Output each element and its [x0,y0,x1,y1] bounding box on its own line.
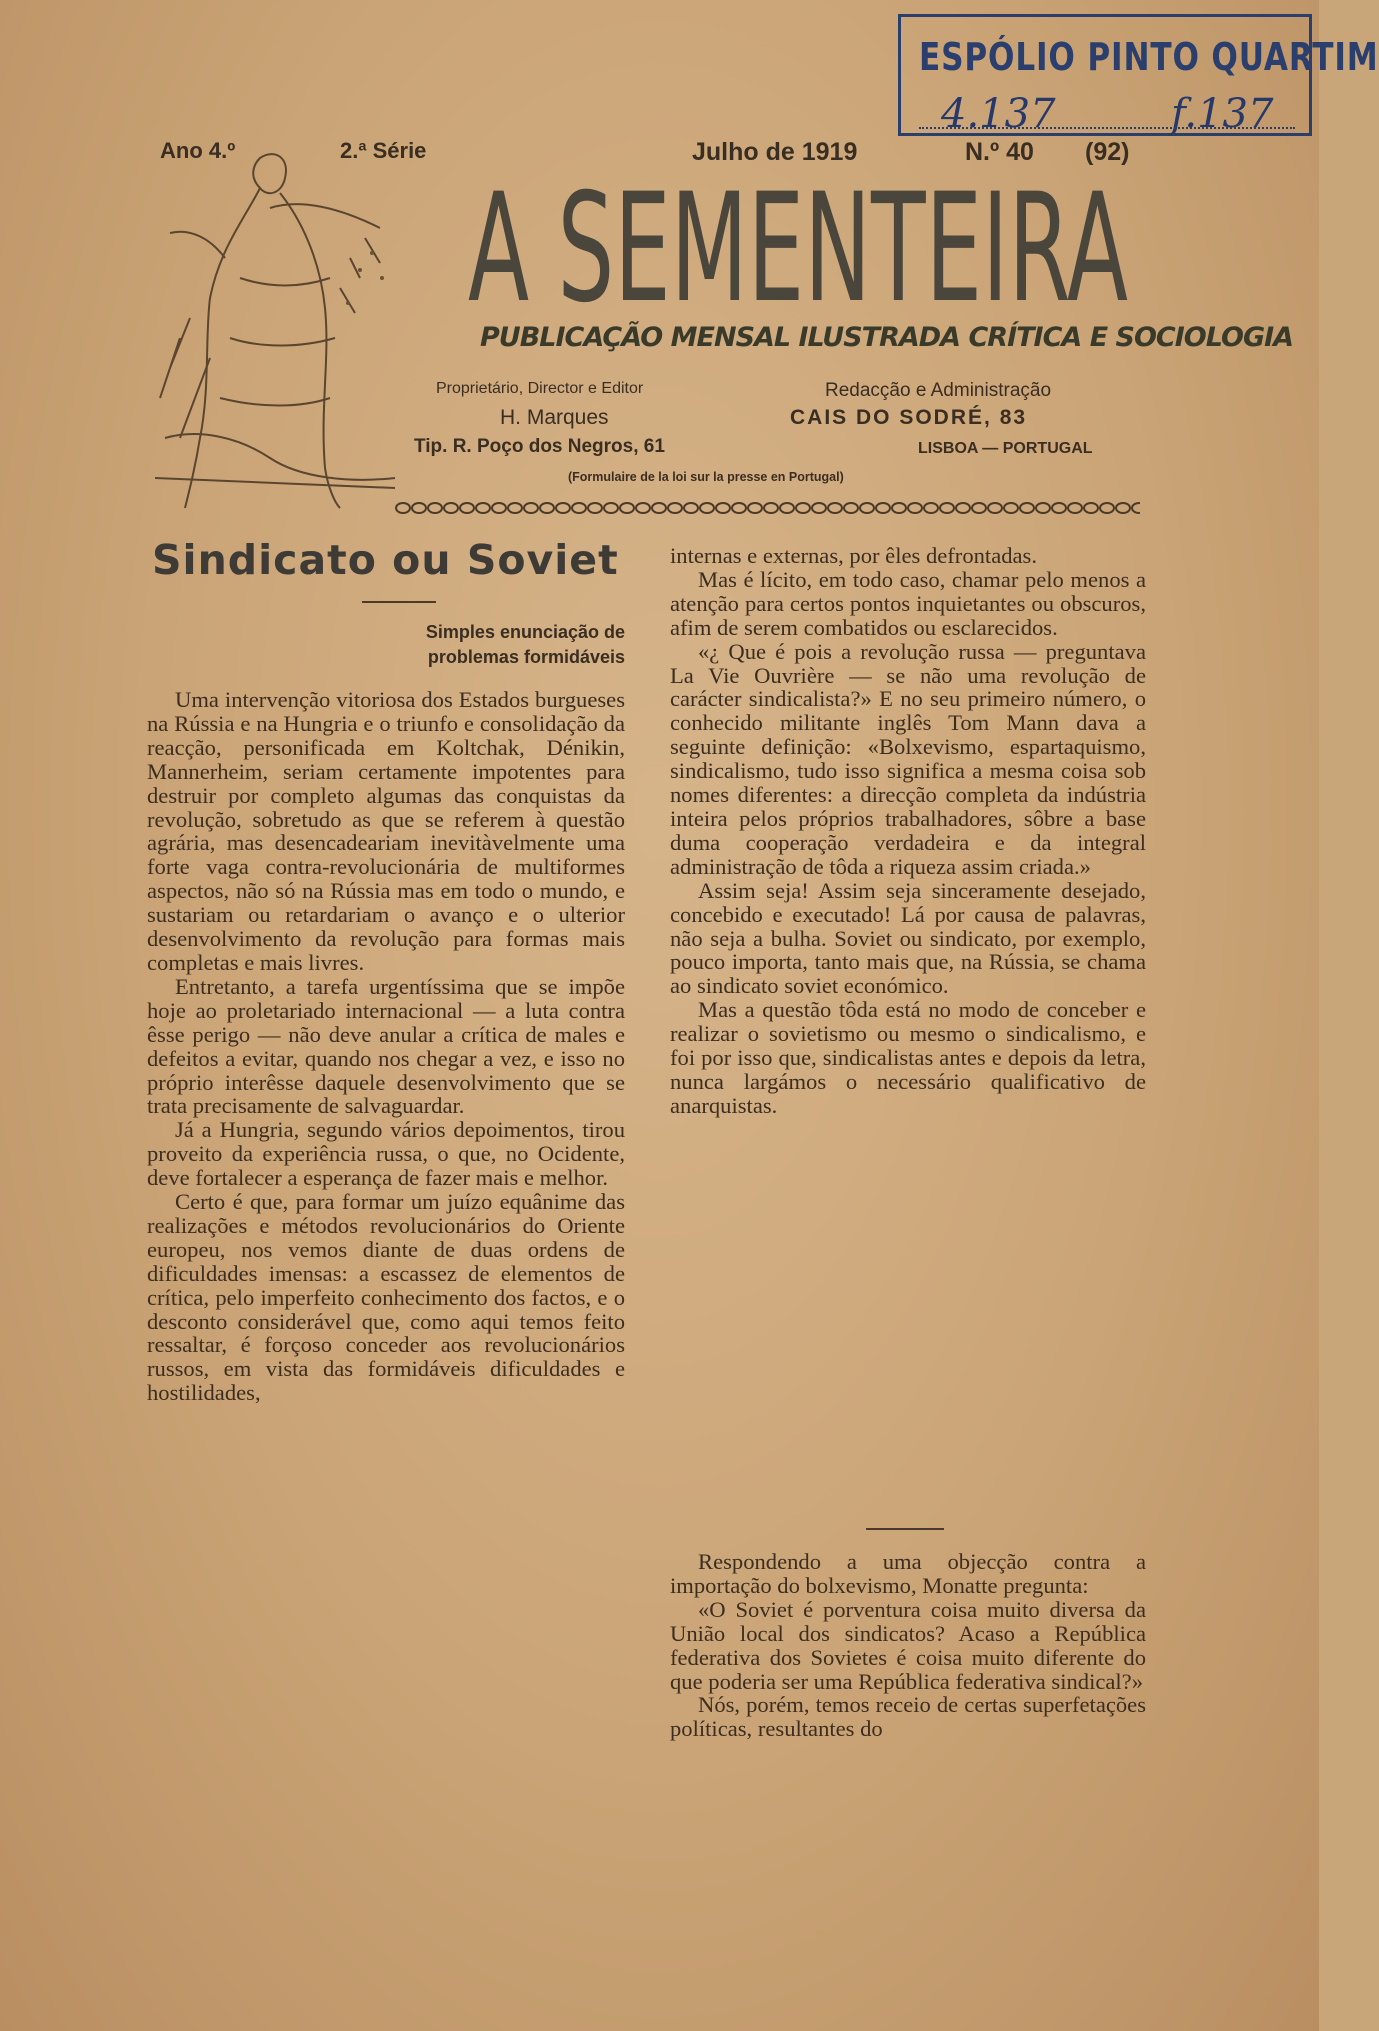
masthead-subtitle: PUBLICAÇÃO MENSAL ILUSTRADA CRÍTICA E SOCIOLOGIA [480,322,1294,353]
paragraph: Assim seja! Assim seja sinceramente desejado, concebido e executado! Lá por causa de palavras, não seja a bulha. Soviet ou sindicato, por exemplo, pouco importa, tanto mais que, na Rússia, se chama ao sindicato soviet económico. [670,877,1146,999]
paragraph: Respondendo a uma objecção contra a importação do bolxevismo, Monatte pregunta: [670,1549,1146,1598]
paragraph: «O Soviet é porventura coisa muito diversa da União local dos sindicatos? Acaso a República federativa dos Sovietes é coisa muito diferente do que poderia ser uma República federativa sindical?» [670,1596,1146,1694]
paragraph: «¿ Que é pois a revolução russa — preguntava La Vie Ouvrière — se não uma revolução de carácter sindicalista?» E no seu primeiro número, o conhecido militante inglês Tom Mann dava a seguinte definição: «Bolxevismo, espartaquismo, sindicalismo, tudo isso significa a mesma coisa sob nomes diferentes: a direcção completa da indústria inteira pelos próprios trabalhadores, sôbre a base duma cooperação verdadeira e da integral administração de tôda a riqueza assim criada.» [670,638,1146,879]
sower-woman-illustration [150,138,400,510]
section-rule [866,1528,944,1530]
office-label: Redacção e Administração [825,380,1052,401]
article-column-left [147,688,625,1405]
paragraph: Mas a questão tôda está no modo de conceber e realizar o sovietismo ou mesmo o sindicalismo, e foi por isso que, sindicalistas antes e depois da letra, nunca largámos o necessário qualificativo de anarquistas. [670,997,1146,1118]
paragraph: Entretanto, a tarefa urgentíssima que se impõe hoje ao proletariado internacional — a luta contra êsse perigo — não deve anular a crítica de males e defeitos a evitar, quando nos chegar a vez, e isso no próprio interêsse daquele desenvolvimento que se trata precisamente de salvaguardar. [147,973,625,1119]
issue-number-paren: (92) [1085,138,1130,166]
stamp-underline [919,127,1295,129]
owner-name: H. Marques [500,406,609,429]
stamp-reference-left: 4.137 [941,91,1056,137]
headline-rule [362,601,436,603]
office-city: LISBOA — PORTUGAL [918,440,1093,457]
subheadline-line-1: Simples enunciação de [425,622,625,642]
paragraph: internas e externas, por êles defrontadas. [670,543,1037,568]
paragraph: Mas é lícito, em todo caso, chamar pelo menos a atenção para certos pontos inquietantes ou obscuros, afim de serem combatidos ou esclarecidos. [670,566,1146,640]
paragraph: Nós, porém, temos receio de certas superfetações políticas, resultantes do [670,1692,1146,1742]
ornamental-divider [395,500,1140,516]
masthead-title-graphic [468,148,1148,336]
issue-year: Ano 4.º [160,138,236,163]
paragraph: Certo é que, para formar um juízo equânime das realizações e métodos revolucionários do Oriente europeu, nos vemos diante de duas ordens de dificuldades imensas: a escassez de elementos de crítica, pelo imperfeito conhecimento dos factos, e o desconto considerável que, como aqui temos feito ressaltar, é forçoso conceder aos revolucionários russos, em vista das formidáveis dificuldades e hostilidades, [147,1189,625,1406]
subheadline-line-2: problemas formidáveis [427,647,625,667]
article-column-right-top [670,544,1146,1118]
article-column-right-bottom [670,1550,1146,1741]
stamp-reference-right: f.137 [1171,91,1274,137]
issue-series: 2.ª Série [340,138,427,163]
stamp-title: ESPÓLIO PINTO QUARTIM [919,35,1379,79]
issue-date: Julho de 1919 [692,138,858,166]
paragraph: Uma intervenção vitoriosa dos Estados burgueses na Rússia e na Hungria e o triunfo e consolidação da reacção, personificada em Koltchak, Dénikin, Mannerheim, seriam certamente impotentes para destruir por completo algumas das conquistas da revolução, sobretudo as que se referem à questão agrária, mas desencadeariam inevitàvelmente uma forte vaga contra-revolucionária de multiformes aspectos, não só na Rússia mas em todo o mundo, e sustariam ou retardariam o avanço e o ulterior desenvolvimento da revolução para formas mais completas e mais livres. [147,687,625,975]
paragraph: Já a Hungria, segundo vários depoimentos, tirou proveito da experiência russa, o que, no Ocidente, deve fortalecer a esperança de fazer mais e melhor. [147,1117,625,1191]
article-headline: Sindicato ou Soviet [152,536,619,584]
archive-stamp [898,14,1379,137]
owner-label: Proprietário, Director e Editor [436,380,644,397]
masthead [468,148,1148,336]
issue-number: N.º 40 [965,138,1034,166]
printer-address: Tip. R. Poço dos Negros, 61 [414,436,665,457]
masthead-title: A SEMENTEIRA [468,162,1128,336]
legal-note: (Formulaire de la loi sur la presse en Portugal) [568,470,844,484]
article-subheadline [372,620,625,670]
office-address: CAIS DO SODRÉ, 83 [790,406,1028,429]
